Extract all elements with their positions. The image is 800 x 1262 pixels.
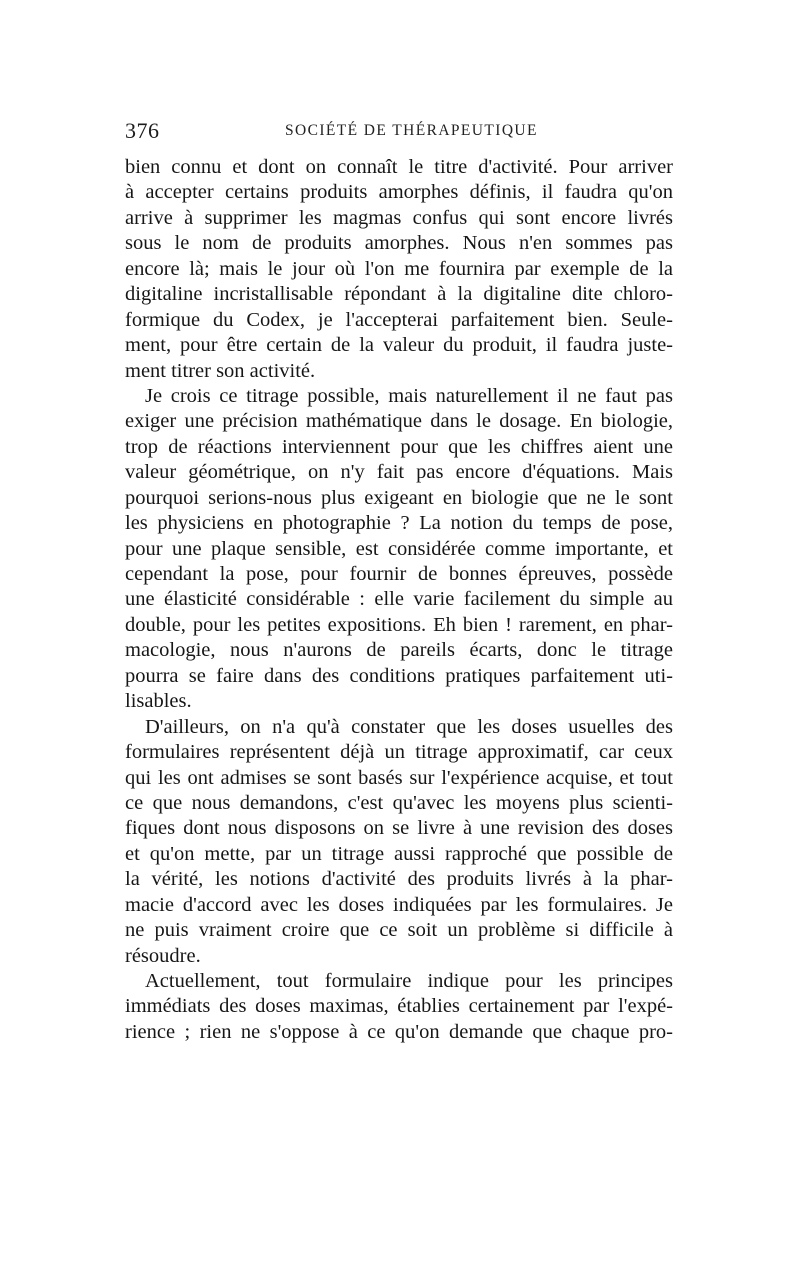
text-line: trop de réactions interviennent pour que les chiffres aient une xyxy=(125,435,673,458)
text-line: Actuellement, tout formulaire indique pour les principes xyxy=(145,970,673,992)
body-text xyxy=(125,155,673,1045)
text-line: rience ; rien ne s'oppose à ce qu'on demande que chaque pro- xyxy=(125,1020,673,1043)
text-line: formulaires représentent déjà un titrage approximatif, car ceux xyxy=(125,741,673,764)
running-head xyxy=(125,118,673,146)
text-line: immédiats des doses maximas, établies certainement par l'expé- xyxy=(125,995,673,1018)
text-line: macologie, nous n'aurons de pareils écarts, donc le titrage xyxy=(125,639,673,662)
text-line: fiques dont nous disposons on se livre à une revision des doses xyxy=(125,817,673,840)
text-line: arrive à supprimer les magmas confus qui sont encore livrés xyxy=(125,206,673,229)
text-line: cependant la pose, pour fournir de bonnes épreuves, possède xyxy=(125,563,673,585)
text-line: digitaline incristallisable répondant à la digitaline dite chloro- xyxy=(125,283,673,306)
text-line: D'ailleurs, on n'a qu'à constater que les doses usuelles des xyxy=(145,715,673,738)
text-line: la vérité, les notions d'activité des produits livrés à la phar- xyxy=(125,868,673,891)
text-line: macie d'accord avec les doses indiquées par les formulaires. Je xyxy=(125,893,673,916)
text-line: une élasticité considérable : elle varie facilement du simple au xyxy=(125,588,673,611)
text-line: double, pour les petites expositions. Eh bien ! rarement, en phar- xyxy=(125,613,673,636)
paragraph xyxy=(125,155,673,384)
text-line: ment titrer son activité. xyxy=(125,359,316,382)
paragraph xyxy=(125,715,673,969)
running-title: SOCIÉTÉ DE THÉRAPEUTIQUE xyxy=(285,122,538,139)
text-line: pourquoi serions-nous plus exigeant en biologie que ne le sont xyxy=(125,486,673,509)
text-line: exiger une précision mathématique dans le dosage. En biologie, xyxy=(125,410,673,433)
text-line: pour une plaque sensible, est considérée comme importante, et xyxy=(125,537,673,560)
text-line: lisables. xyxy=(125,690,192,713)
text-line: sous le nom de produits amorphes. Nous n'en sommes pas xyxy=(125,232,673,255)
text-line: ment, pour être certain de la valeur du produit, il faudra juste- xyxy=(125,334,673,357)
text-line: ne puis vraiment croire que ce soit un problème si difficile à xyxy=(125,919,673,942)
text-line: pourra se faire dans des conditions pratiques parfaitement uti- xyxy=(125,664,673,687)
text-line: et qu'on mette, par un titrage aussi rapproché que possible de xyxy=(125,842,673,865)
text-line: Je crois ce titrage possible, mais naturellement il ne faut pas xyxy=(145,384,673,407)
text-line: formique du Codex, je l'accepterai parfaitement bien. Seule- xyxy=(125,308,673,331)
page-number: 376 xyxy=(125,118,160,143)
text-line: ce que nous demandons, c'est qu'avec les moyens plus scienti- xyxy=(125,791,673,814)
text-line: résoudre. xyxy=(125,944,201,967)
text-line: à accepter certains produits amorphes définis, il faudra qu'on xyxy=(125,181,673,204)
text-line: bien connu et dont on connaît le titre d'activité. Pour arriver xyxy=(125,156,673,178)
text-line: valeur géométrique, on n'y fait pas encore d'équations. Mais xyxy=(125,461,673,484)
text-line: les physiciens en photographie ? La notion du temps de pose, xyxy=(125,512,673,535)
text-line: qui les ont admises se sont basés sur l'expérience acquise, et tout xyxy=(125,766,673,789)
text-line: encore là; mais le jour où l'on me fournira par exemple de la xyxy=(125,257,673,280)
paragraph xyxy=(125,384,673,715)
paragraph xyxy=(125,969,673,1045)
